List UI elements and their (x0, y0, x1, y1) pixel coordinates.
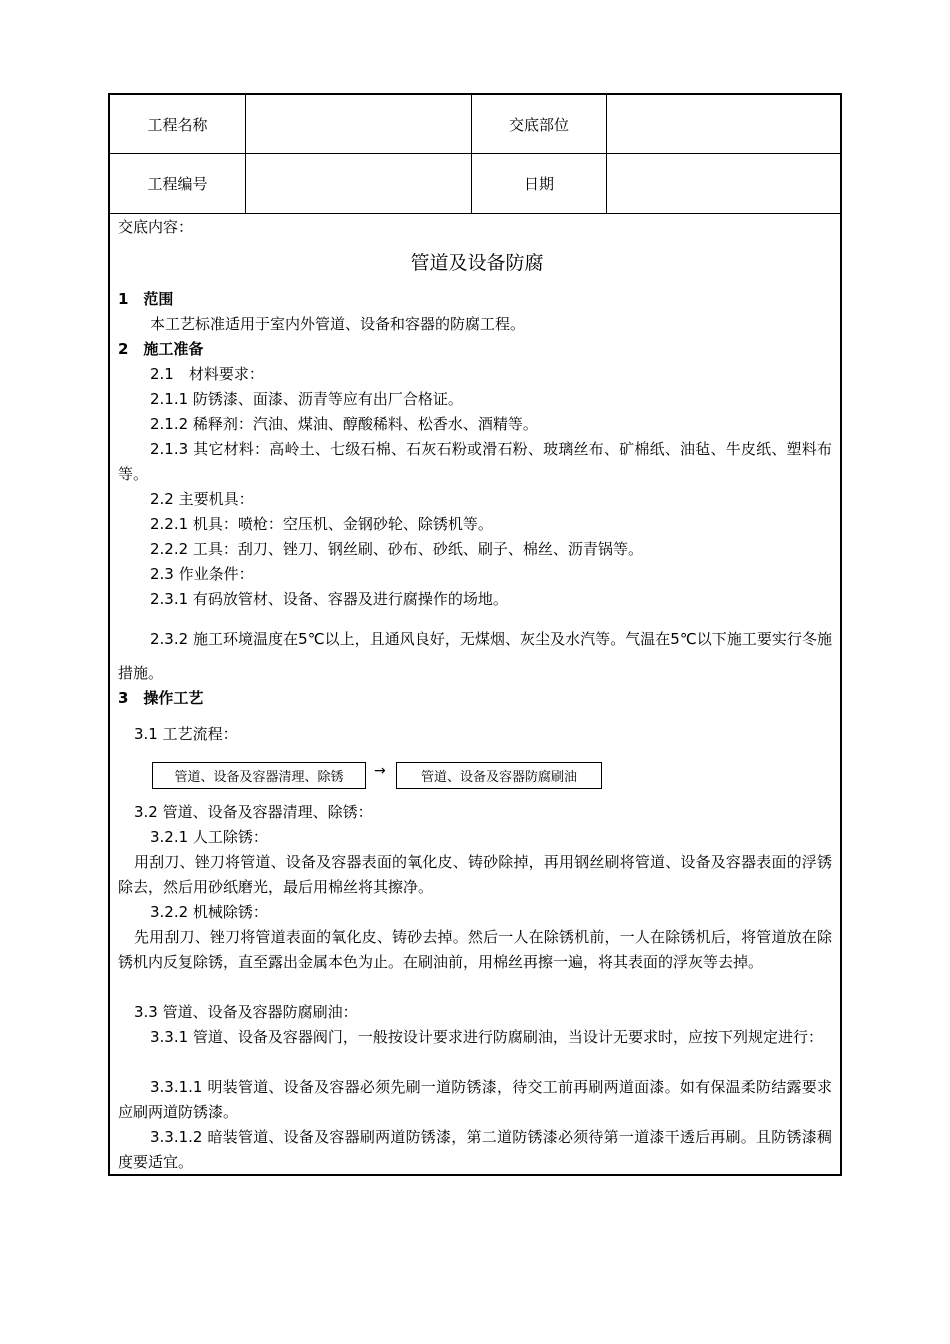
section-2-3-1: 2.3.1 有码放管材、设备、容器及进行腐操作的场地。 (150, 590, 508, 608)
flow-step-painting: 管道、设备及容器防腐刷油 (396, 762, 602, 789)
section-3-heading: 3 操作工艺 (118, 689, 204, 707)
section-2-1: 2.1 材料要求： (150, 365, 264, 383)
section-3-2-1-text: 用刮刀、锉刀将管道、设备及容器表面的氧化皮、铸砂除掉，再用钢丝刷将管道、设备及容器表面的浮锈除去，然后用砂纸磨光，最后用棉丝将其擦净。 (118, 853, 832, 896)
section-1-heading: 1 范围 (118, 290, 174, 308)
section-3-3: 3.3 管道、设备及容器防腐刷油： (134, 1003, 358, 1021)
section-2-3-2: 2.3.2 施工环境温度在5℃以上，且通风良好，无煤烟、灰尘及水汽等。气温在5℃以下施工要实行冬施措施。 (118, 630, 832, 682)
section-2-3: 2.3 作业条件： (150, 565, 254, 583)
project-name-value[interactable] (246, 95, 471, 153)
section-2-heading: 2 施工准备 (118, 340, 204, 358)
content-intro-label: 交底内容： (118, 218, 194, 236)
section-3-2-2: 3.2.2 机械除锈： (150, 903, 268, 921)
section-3-3-1-1: 3.3.1.1 明装管道、设备及容器必须先刷一道防锈漆，待交工前再刷两道面漆。如有保温柔防结露要求应刷两道防锈漆。 (118, 1078, 832, 1121)
section-1-text: 本工艺标准适用于室内外管道、设备和容器的防腐工程。 (150, 315, 526, 333)
flow-arrow-icon: → (374, 763, 386, 779)
handover-document (108, 93, 842, 1176)
section-3-3-1: 3.3.1 管道、设备及容器阀门，一般按设计要求进行防腐刷油，当设计无要求时，应按下列规定进行： (150, 1028, 823, 1046)
section-2-2: 2.2 主要机具： (150, 490, 254, 508)
project-name-label: 工程名称 (147, 115, 208, 134)
project-no-label: 工程编号 (147, 175, 208, 193)
section-3-2: 3.2 管道、设备及容器清理、除锈： (134, 803, 373, 821)
flow-step-cleaning: 管道、设备及容器清理、除锈 (152, 762, 366, 789)
date-label: 日期 (523, 175, 554, 193)
section-2-1-2: 2.1.2 稀释剂：汽油、煤油、醇酸稀料、松香水、酒精等。 (150, 415, 538, 433)
date-value[interactable] (607, 154, 840, 213)
section-2-2-1: 2.2.1 机具：喷枪：空压机、金钢砂轮、除锈机等。 (150, 515, 493, 533)
section-2-2-2: 2.2.2 工具：刮刀、锉刀、钢丝刷、砂布、砂纸、刷子、棉丝、沥青锅等。 (150, 540, 643, 558)
document-title: 管道及设备防腐 (410, 252, 544, 274)
section-2-1-1: 2.1.1 防锈漆、面漆、沥青等应有出厂合格证。 (150, 390, 463, 408)
handover-part-label: 交底部位 (508, 115, 569, 134)
handover-part-value[interactable] (607, 95, 840, 153)
section-2-1-3: 2.1.3 其它材料：高岭土、七级石棉、石灰石粉或滑石粉、玻璃丝布、矿棉纸、油毡、牛皮纸、塑料布等。 (118, 440, 832, 483)
header-bottom-divider (110, 213, 840, 214)
section-3-1: 3.1 工艺流程： (134, 725, 238, 743)
section-3-3-1-2: 3.3.1.2 暗装管道、设备及容器刷两道防锈漆，第二道防锈漆必须待第一道漆干透后再刷。且防锈漆稠度要适宜。 (118, 1128, 832, 1171)
section-3-2-2-text: 先用刮刀、锉刀将管道表面的氧化皮、铸砂去掉。然后一人在除锈机前，一人在除锈机后，将管道放在除锈机内反复除锈，直至露出金属本色为止。在刷油前，用棉丝再擦一遍，将其表面的浮灰等去掉。 (118, 928, 832, 971)
section-3-2-1: 3.2.1 人工除锈： (150, 828, 268, 846)
project-no-value[interactable] (246, 154, 471, 213)
